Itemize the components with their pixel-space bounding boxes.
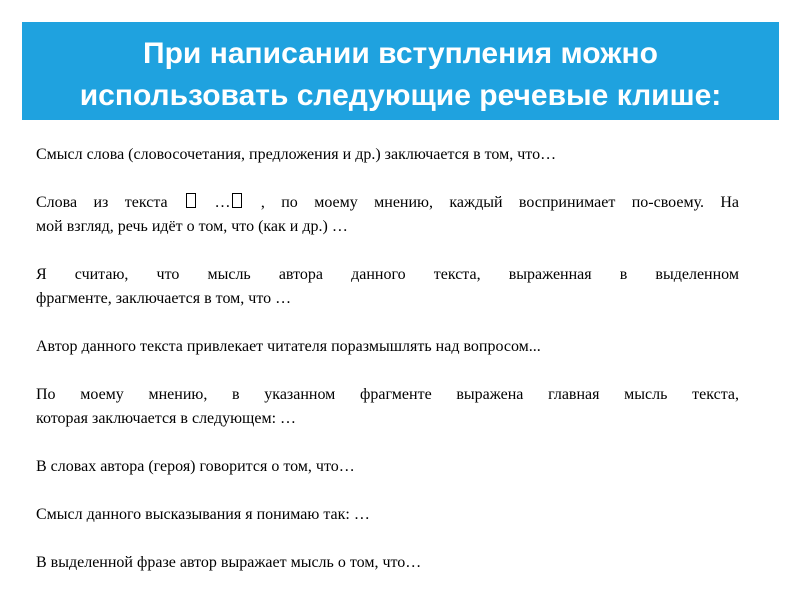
phrase-line [36, 191, 739, 215]
phrase-text: … [198, 194, 231, 211]
missing-glyph-box [232, 193, 242, 208]
phrase-text: В словах автора (героя) говорится о том, что… [36, 458, 355, 475]
phrase-text: фрагменте, заключается в том, что … [36, 290, 292, 307]
phrase-text: мой взгляд, речь идёт о том, что (как и др.) … [36, 218, 348, 235]
phrase-list [36, 143, 739, 599]
phrase-item [36, 335, 739, 359]
phrase-item [36, 383, 739, 431]
phrase-text: которая заключается в следующем: … [36, 410, 297, 427]
phrase-text: Автор данного текста привлекает читателя поразмышлять над вопросом... [36, 338, 541, 355]
phrase-text: Смысл слова (словосочетания, предложения и др.) заключается в том, что… [36, 146, 557, 163]
title-banner [22, 22, 779, 120]
phrase-item [36, 455, 739, 479]
slide-title-line-1: При написании вступления можно [143, 37, 658, 70]
phrase-item [36, 143, 739, 167]
phrase-item [36, 503, 739, 527]
phrase-text: Смысл данного высказывания я понимаю так: … [36, 506, 370, 523]
phrase-text: Я считаю, что мысль автора данного текста, выраженная в выделенном [36, 266, 739, 283]
phrase-text: В выделенной фразе автор выражает мысль о том, что… [36, 554, 422, 571]
phrase-item [36, 263, 739, 311]
phrase-item [36, 191, 739, 239]
missing-glyph-box [186, 193, 196, 208]
phrase-item [36, 551, 739, 575]
phrase-text: , по моему мнению, каждый воспринимает по-своему. На [244, 194, 740, 211]
slide-title-line-2: использовать следующие речевые клише: [79, 79, 722, 112]
phrase-text: Слова из текста [36, 194, 168, 211]
phrase-text: По моему мнению, в указанном фрагменте выражена главная мысль текста, [36, 386, 739, 403]
